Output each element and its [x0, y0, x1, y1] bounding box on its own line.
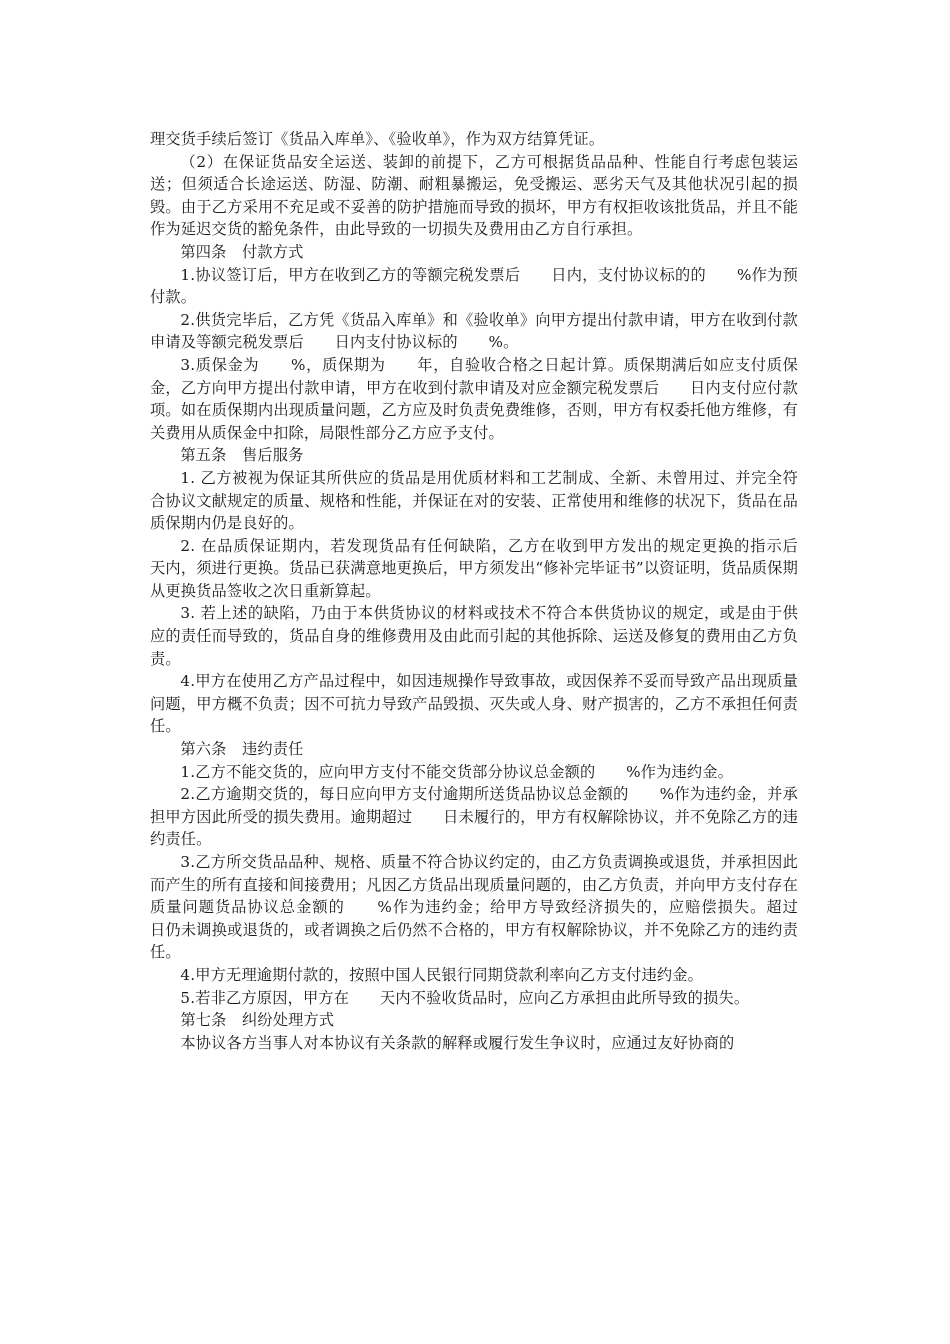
- paragraph: 理交货手续后签订《货品入库单》、《验收单》，作为双方结算凭证。: [150, 130, 605, 148]
- section-heading: 第六条 违约责任: [180, 740, 304, 759]
- paragraph: 2. 在品质保证期内，若发现货品有任何缺陷，乙方在收到甲方发出的规定更换的指示后 天内，须进行更换。货品已获满意地更换后，甲方须发出“修补完毕证书”以资证明，货品质保期从更换货品签收之次日重新算起。: [150, 536, 829, 600]
- paragraph: 5.若非乙方原因，甲方在 天内不验收货品时，应向乙方承担由此所导致的损失。: [180, 988, 750, 1007]
- paragraph: 2.乙方逾期交货的，每日应向甲方支付逾期所送货品协议总金额的 %作为违约金，并承担甲方因此所受的损失费用。逾期超过 日未履行的，甲方有权解除协议，并不免除乙方的违约责任。: [150, 785, 798, 849]
- paragraph: 4.甲方在使用乙方产品过程中，如因违规操作导致事故，或因保养不妥而导致产品出现质量问题，甲方概不负责；因不可抗力导致产品毁损、灭失或人身、财产损害的，乙方不承担任何责任。: [150, 672, 798, 736]
- section-heading: 第五条 售后服务: [180, 446, 304, 465]
- paragraph: 3.乙方所交货品品种、规格、质量不符合协议约定的，由乙方负责调换或退货，并承担因此而产生的所有直接和间接费用；凡因乙方货品出现质量问题的，由乙方负责，并向甲方支付存在质量问题货品协议总金额的 %作为违约金；给甲方导致经济损失的，应赔偿损失。超过 日仍未调换或退货的，或者调换之后仍然不合格的，甲方有权解除协议，并不免除乙方的违约责任。: [150, 853, 829, 962]
- paragraph: 2.供货完毕后，乙方凭《货品入库单》和《验收单》向甲方提出付款申请，甲方在收到付款申请及等额完税发票后 日内支付协议标的 %。: [150, 310, 798, 352]
- paragraph: 1.协议签订后，甲方在收到乙方的等额完税发票后 日内，支付协议标的的 %作为预付款。: [150, 265, 798, 307]
- document-body: [150, 128, 829, 1054]
- paragraph: 3. 若上述的缺陷，乃由于本供货协议的材料或技术不符合本供货协议的规定，或是由于供应的责任而导致的，货品自身的维修费用及由此而引起的其他拆除、运送及修复的费用由乙方负责。: [150, 604, 798, 668]
- paragraph: 3.质保金为 %，质保期为 年，自验收合格之日起计算。质保期满后如应支付质保金，乙方向甲方提出付款申请，甲方在收到付款申请及对应金额完税发票后 日内支付应付款项。如在质保期内出现质量问题，乙方应及时负责免费维修，否则，甲方有权委托他方维修，有关费用从质保金中扣除，局限性部分乙方应予支付。: [150, 355, 798, 442]
- paragraph: （2）在保证货品安全运送、装卸的前提下，乙方可根据货品品种、性能自行考虑包装运送；但须适合长途运送、防湿、防潮、耐粗暴搬运，免受搬运、恶劣天气及其他状况引起的损毁。由于乙方采用不充足或不妥善的防护措施而导致的损坏，甲方有权拒收该批货品，并且不能作为延迟交货的豁免条件，由此导致的一切损失及费用由乙方自行承担。: [150, 152, 798, 239]
- paragraph: 1. 乙方被视为保证其所供应的货品是用优质材料和工艺制成、全新、未曾用过、并完全符合协议文献规定的质量、规格和性能，并保证在对的安装、正常使用和维修的状况下，货品在品质保期内仍是良好的。: [150, 468, 798, 533]
- paragraph: 1.乙方不能交货的，应向甲方支付不能交货部分协议总金额的 %作为违约金。: [180, 762, 734, 781]
- paragraph: 本协议各方当事人对本协议有关条款的解释或履行发生争议时，应通过友好协商的: [180, 1033, 735, 1052]
- section-heading: 第四条 付款方式: [180, 242, 304, 261]
- paragraph: 4.甲方无理逾期付款的，按照中国人民银行同期贷款利率向乙方支付违约金。: [180, 965, 704, 984]
- section-heading: 第七条 纠纷处理方式: [180, 1011, 335, 1030]
